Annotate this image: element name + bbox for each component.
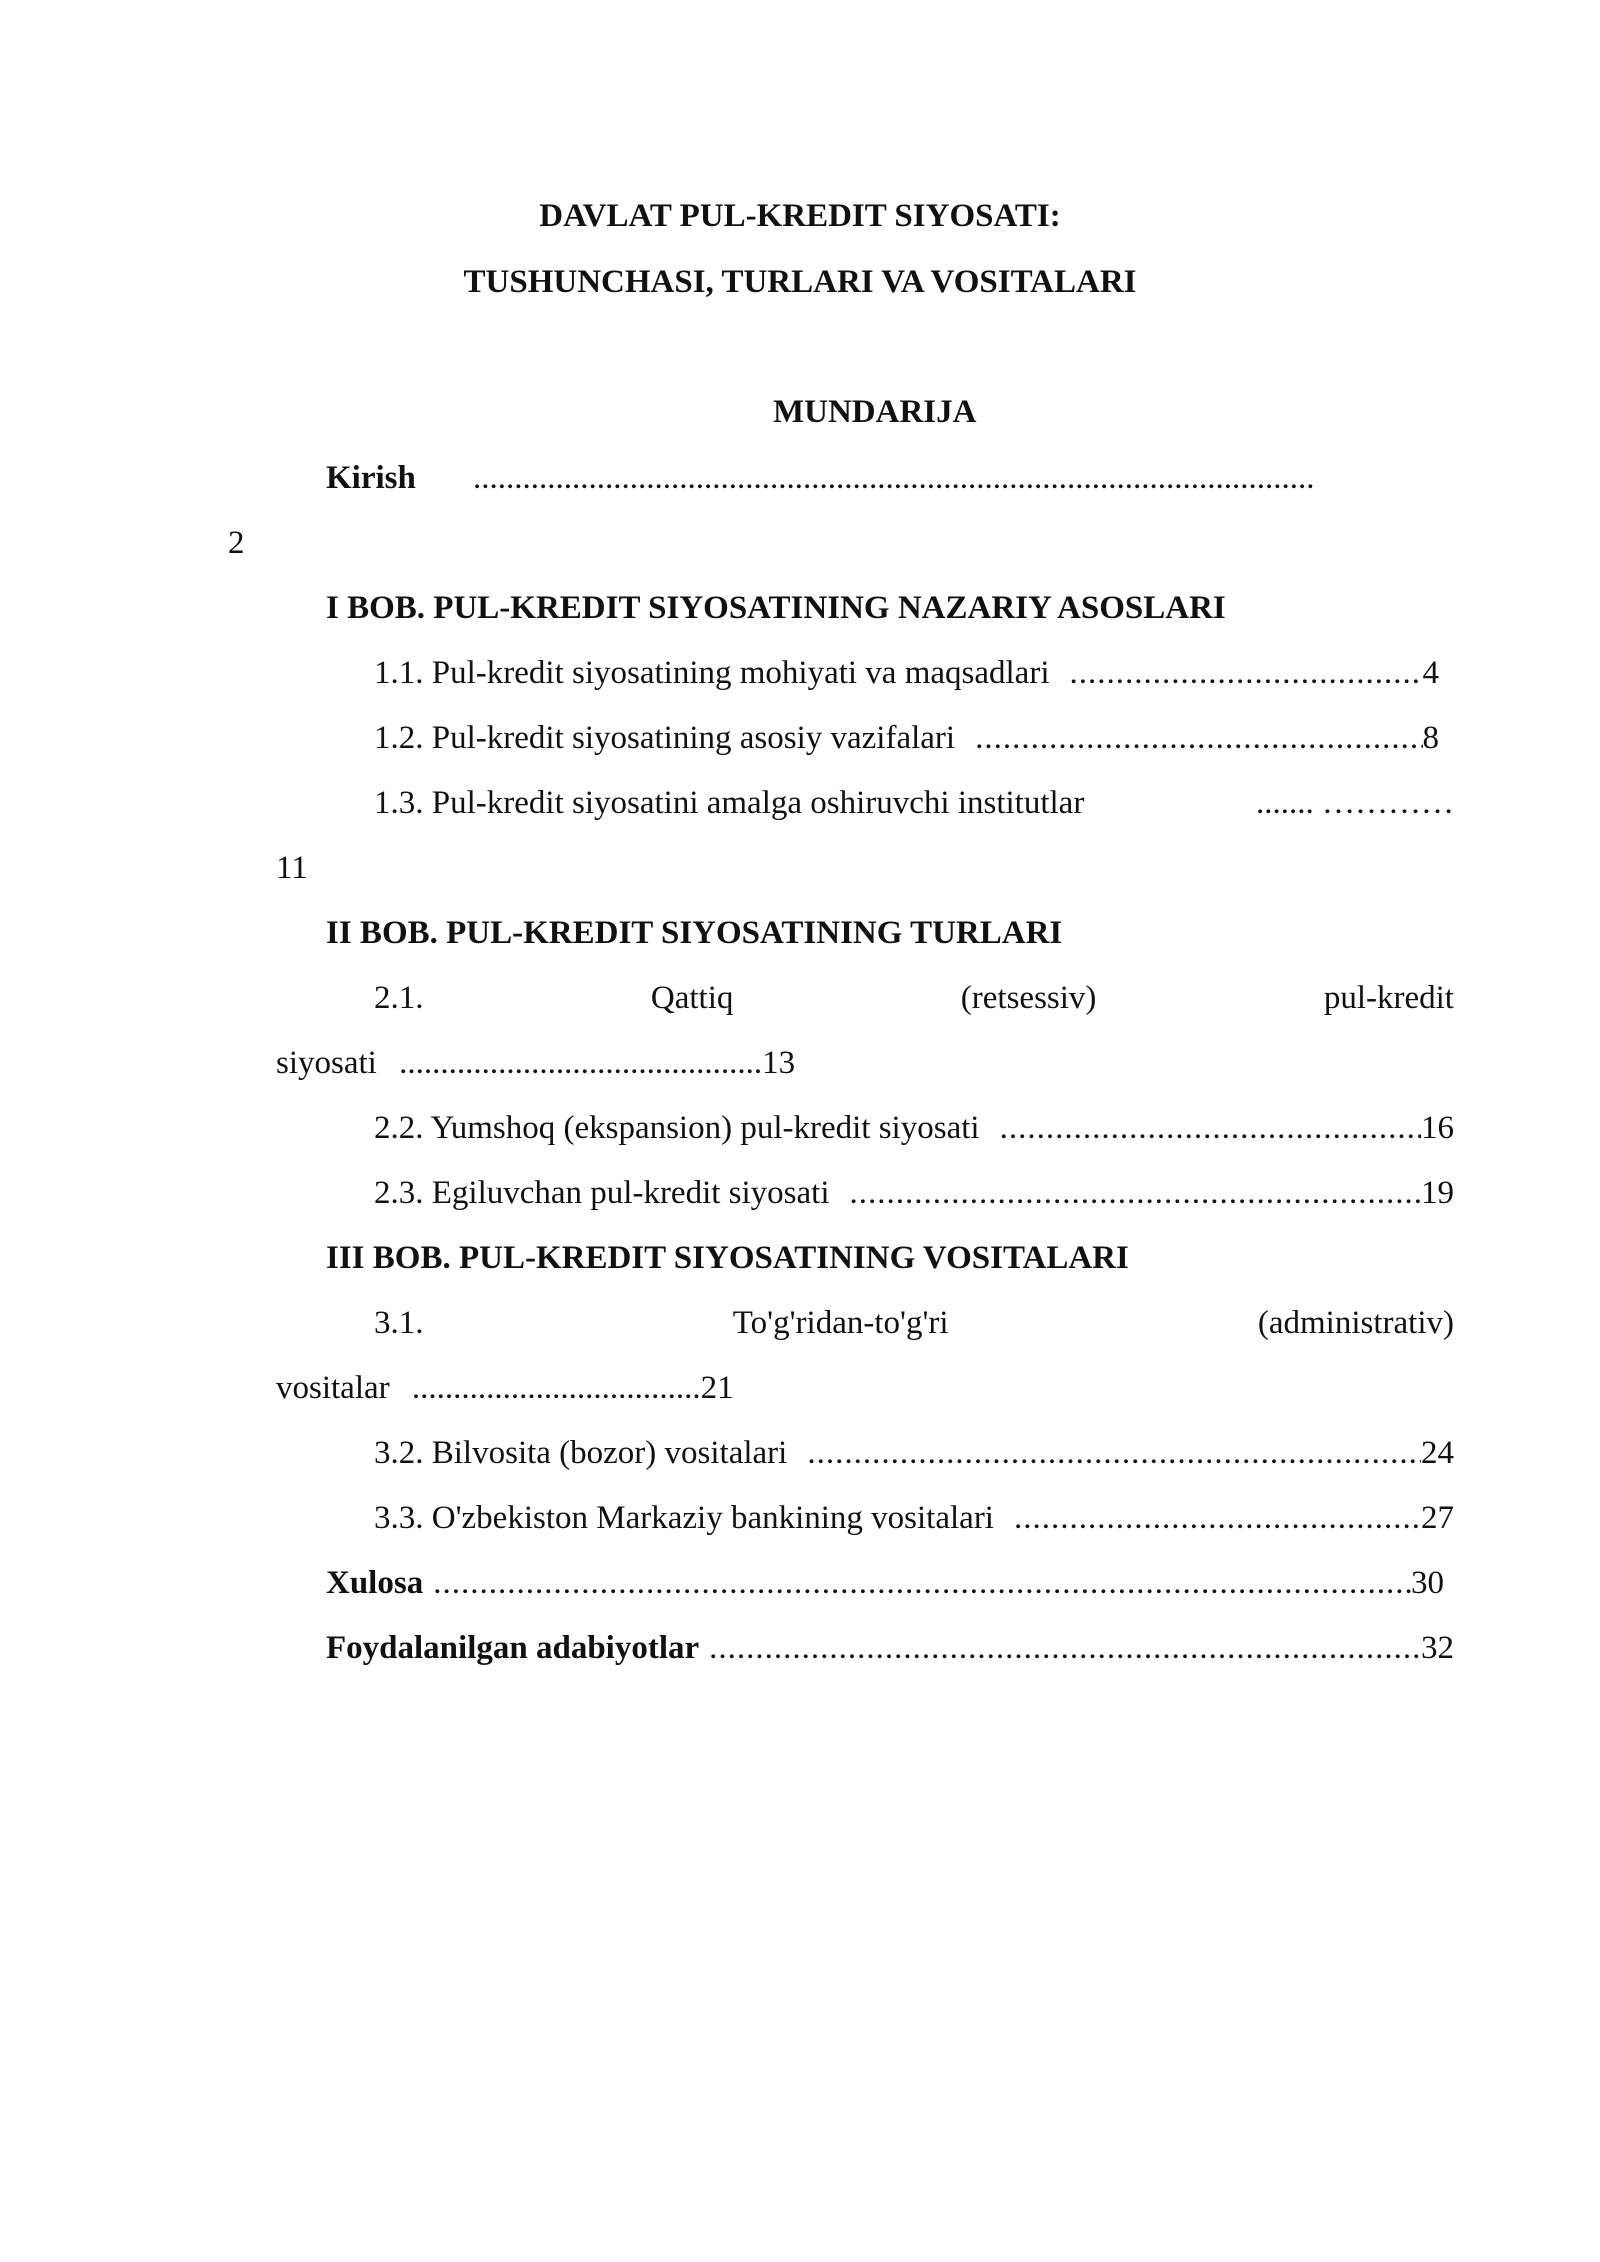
toc-entry-label: 1.3. Pul-kredit siyosatini amalga oshiruvchi institutlar: [374, 785, 1085, 821]
toc-heading: MUNDARIJA: [773, 394, 977, 430]
toc-dot-leader: [1000, 1108, 1421, 1148]
toc-entry-number: 3.1.: [374, 1305, 424, 1341]
toc-entry-page: 19: [1421, 1175, 1454, 1211]
document-title-line-1: DAVLAT PUL-KREDIT SIYOSATI:: [539, 198, 1061, 234]
toc-entry-3-2: [374, 1433, 1454, 1473]
toc-entry-word: (administrativ): [1257, 1305, 1454, 1341]
document-title-line-2: TUSHUNCHASI, TURLARI VA VOSITALARI: [463, 264, 1137, 300]
toc-entry-label: 1.1. Pul-kredit siyosatining mohiyati va maqsadlari: [374, 655, 1050, 691]
toc-entry-page: 21: [700, 1370, 734, 1406]
toc-entry-number: 2.1.: [374, 980, 424, 1016]
toc-dot-leader: [433, 1563, 1411, 1603]
toc-entry-label: Xulosa: [326, 1565, 424, 1601]
toc-dot-leader: [709, 1628, 1421, 1668]
toc-dot-leader: ....... …………: [1256, 785, 1454, 821]
toc-entry-page: 30: [1411, 1565, 1444, 1601]
toc-dot-leader: [807, 1433, 1421, 1473]
toc-entry-label: 3.2. Bilvosita (bozor) vositalari: [374, 1435, 788, 1471]
toc-references: [326, 1628, 1454, 1668]
toc-entry-page: 16: [1421, 1110, 1454, 1146]
toc-chapter-2-title: II BOB. PUL-KREDIT SIYOSATINING TURLARI: [326, 915, 1063, 951]
toc-entry-1-1: [374, 653, 1439, 693]
toc-intro-dots: ......................................................................................................: [473, 460, 1315, 496]
toc-entry-2-3: [374, 1173, 1454, 1213]
toc-intro-label: Kirish: [326, 460, 416, 496]
toc-entry-3-1-continuation: [276, 1368, 734, 1408]
toc-chapter-1-title: I BOB. PUL-KREDIT SIYOSATINING NAZARIY ASOSLARI: [326, 590, 1226, 626]
toc-entry-word: To'g'ridan-to'g'ri: [732, 1305, 949, 1341]
toc-entry-label: 1.2. Pul-kredit siyosatining asosiy vazifalari: [374, 720, 956, 756]
toc-entry-label: 2.2. Yumshoq (ekspansion) pul-kredit siyosati: [374, 1110, 980, 1146]
toc-entry-page: 24: [1421, 1435, 1454, 1471]
toc-dot-leader: ............................................: [399, 1045, 763, 1081]
toc-entry-2-1-continuation: [276, 1043, 795, 1083]
toc-entry-3-3: [374, 1498, 1454, 1538]
toc-entry-2-1: [374, 978, 1454, 1018]
toc-conclusion: [326, 1563, 1444, 1603]
toc-entry-label: 2.3. Egiluvchan pul-kredit siyosati: [374, 1175, 830, 1211]
toc-entry-page: 27: [1421, 1500, 1454, 1536]
toc-dot-leader: ...................................: [411, 1370, 701, 1406]
toc-entry-page: 32: [1421, 1630, 1454, 1666]
toc-entry-word: (retsessiv): [960, 980, 1097, 1016]
toc-entry-word: pul-kredit: [1323, 980, 1454, 1016]
toc-entry-2-2: [374, 1108, 1454, 1148]
toc-entry-label: vositalar: [276, 1370, 390, 1406]
toc-entry-page: 8: [1422, 720, 1439, 756]
toc-entry-word: Qattiq: [650, 980, 734, 1016]
toc-entry-label: Foydalanilgan adabiyotlar: [326, 1630, 700, 1666]
toc-entry-page: 4: [1422, 655, 1439, 691]
toc-dot-leader: [1014, 1498, 1421, 1538]
toc-dot-leader: [1070, 653, 1423, 693]
toc-chapter-3-title: III BOB. PUL-KREDIT SIYOSATINING VOSITALARI: [326, 1240, 1129, 1276]
toc-intro-page: 2: [228, 525, 245, 561]
toc-entry-1-2: [374, 718, 1439, 758]
toc-entry-1-3: [374, 783, 1454, 823]
toc-entry-label: siyosati: [276, 1045, 377, 1081]
toc-entry-1-3-page: 11: [276, 850, 308, 886]
toc-entry-page: 13: [762, 1045, 796, 1081]
toc-dot-leader: [850, 1173, 1421, 1213]
toc-entry-3-1: [374, 1303, 1454, 1343]
toc-entry-label: 3.3. O'zbekiston Markaziy bankining vositalari: [374, 1500, 994, 1536]
toc-dot-leader: [975, 718, 1422, 758]
